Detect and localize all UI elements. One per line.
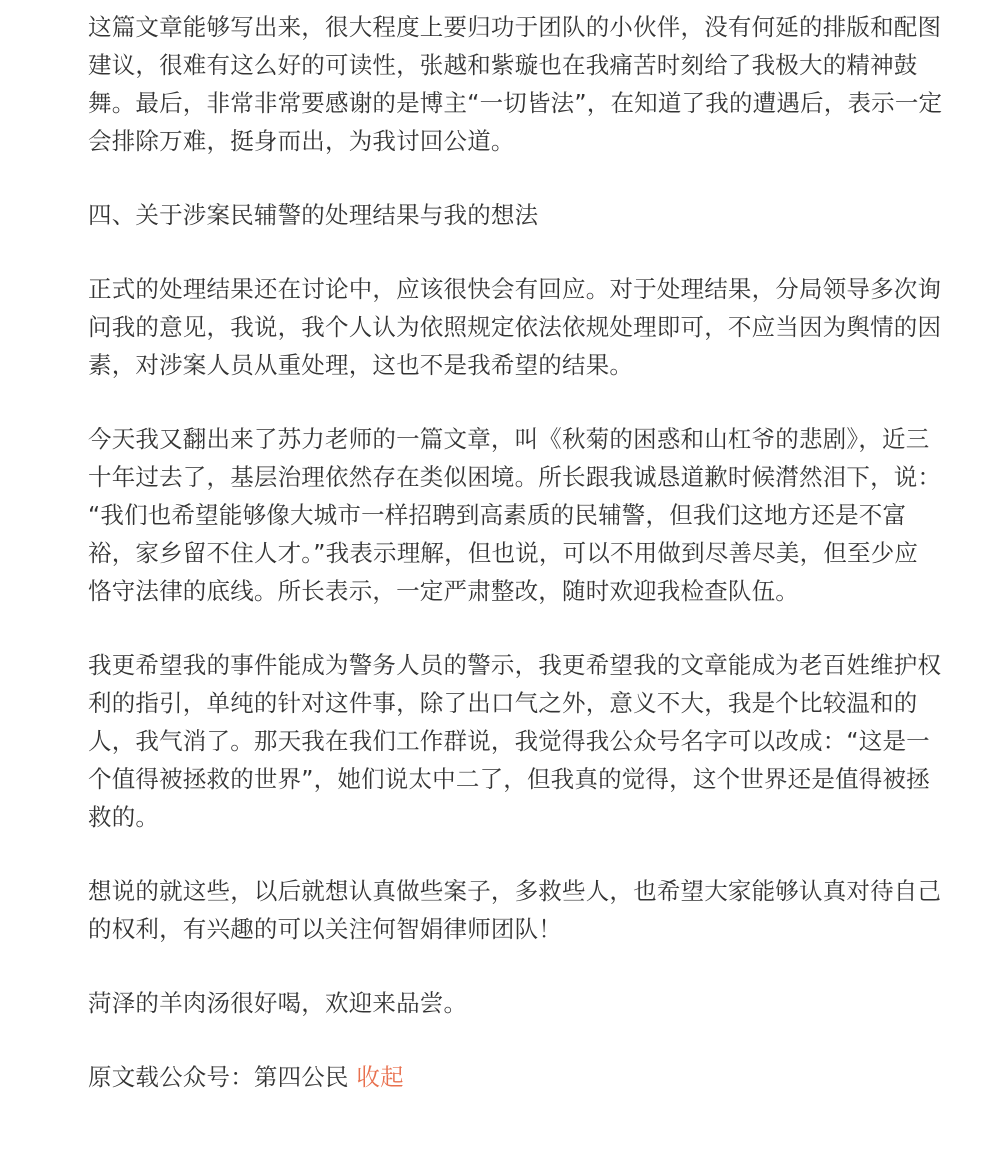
text-line: 正式的处理结果还在讨论中，应该很快会有回应。对于处理结果，分局领导多次询 [88,275,942,303]
text-line: 利的指引，单纯的针对这件事，除了出口气之外，意义不大，我是个比较温和的 [88,689,918,717]
text-line: 想说的就这些，以后就想认真做些案子，多救些人，也希望大家能够认真对待自己 [88,877,942,905]
text-line: 建议，很难有这么好的可读性，张越和紫璇也在我痛苦时刻给了我极大的精神鼓 [88,51,918,79]
section-heading-4: 四、关于涉案民辅警的处理结果与我的想法 [88,201,539,229]
text-line: 救的。 [88,803,160,831]
paragraph-result [88,270,988,384]
source-label: 原文载公众号：第四公民 [88,1063,357,1091]
source-line [88,1058,988,1096]
text-line: 个值得被拯救的世界”，她们说太中二了，但我真的觉得，这个世界还是值得被拯 [88,765,930,793]
article-body [88,8,988,1096]
text-line: 今天我又翻出来了苏力老师的一篇文章，叫《秋菊的困惑和山杠爷的悲剧》，近三 [88,425,930,453]
text-line: 十年过去了，基层治理依然存在类似困境。所长跟我诚恳道歉时候潸然泪下，说： [88,463,942,491]
text-line: 裕，家乡留不住人才。”我表示理解，但也说，可以不用做到尽善尽美，但至少应 [88,539,919,567]
paragraph-closing [88,872,988,948]
text-line: 人，我气消了。那天我在我们工作群说，我觉得我公众号名字可以改成：“这是一 [88,727,930,755]
text-line: 会排除万难，挺身而出，为我讨回公道。 [88,127,515,155]
text-line: 舞。最后，非常非常要感谢的是博主“一切皆法”，在知道了我的遭遇后，表示一定 [88,89,943,117]
text-line: 素，对涉案人员从重处理，这也不是我希望的结果。 [88,351,634,379]
paragraph-suli-article [88,420,988,610]
paragraph-warning [88,646,988,836]
text-line: 我更希望我的事件能成为警务人员的警示，我更希望我的文章能成为老百姓维护权 [88,651,942,679]
collapse-link[interactable]: 收起 [356,1063,404,1091]
paragraph-mutton-soup: 菏泽的羊肉汤很好喝，欢迎来品尝。 [88,989,468,1017]
text-line: 问我的意见，我说，我个人认为依照规定依法依规处理即可，不应当因为舆情的因 [88,313,942,341]
text-line: 恪守法律的底线。所长表示，一定严肃整改，随时欢迎我检查队伍。 [88,577,799,605]
text-line: 的权利，有兴趣的可以关注何智娟律师团队！ [88,915,562,943]
text-line: “我们也希望能够像大城市一样招聘到高素质的民辅警，但我们这地方还是不富 [88,501,907,529]
text-line: 这篇文章能够写出来，很大程度上要归功于团队的小伙伴，没有何延的排版和配图 [88,13,942,41]
paragraph-thanks [88,8,988,160]
